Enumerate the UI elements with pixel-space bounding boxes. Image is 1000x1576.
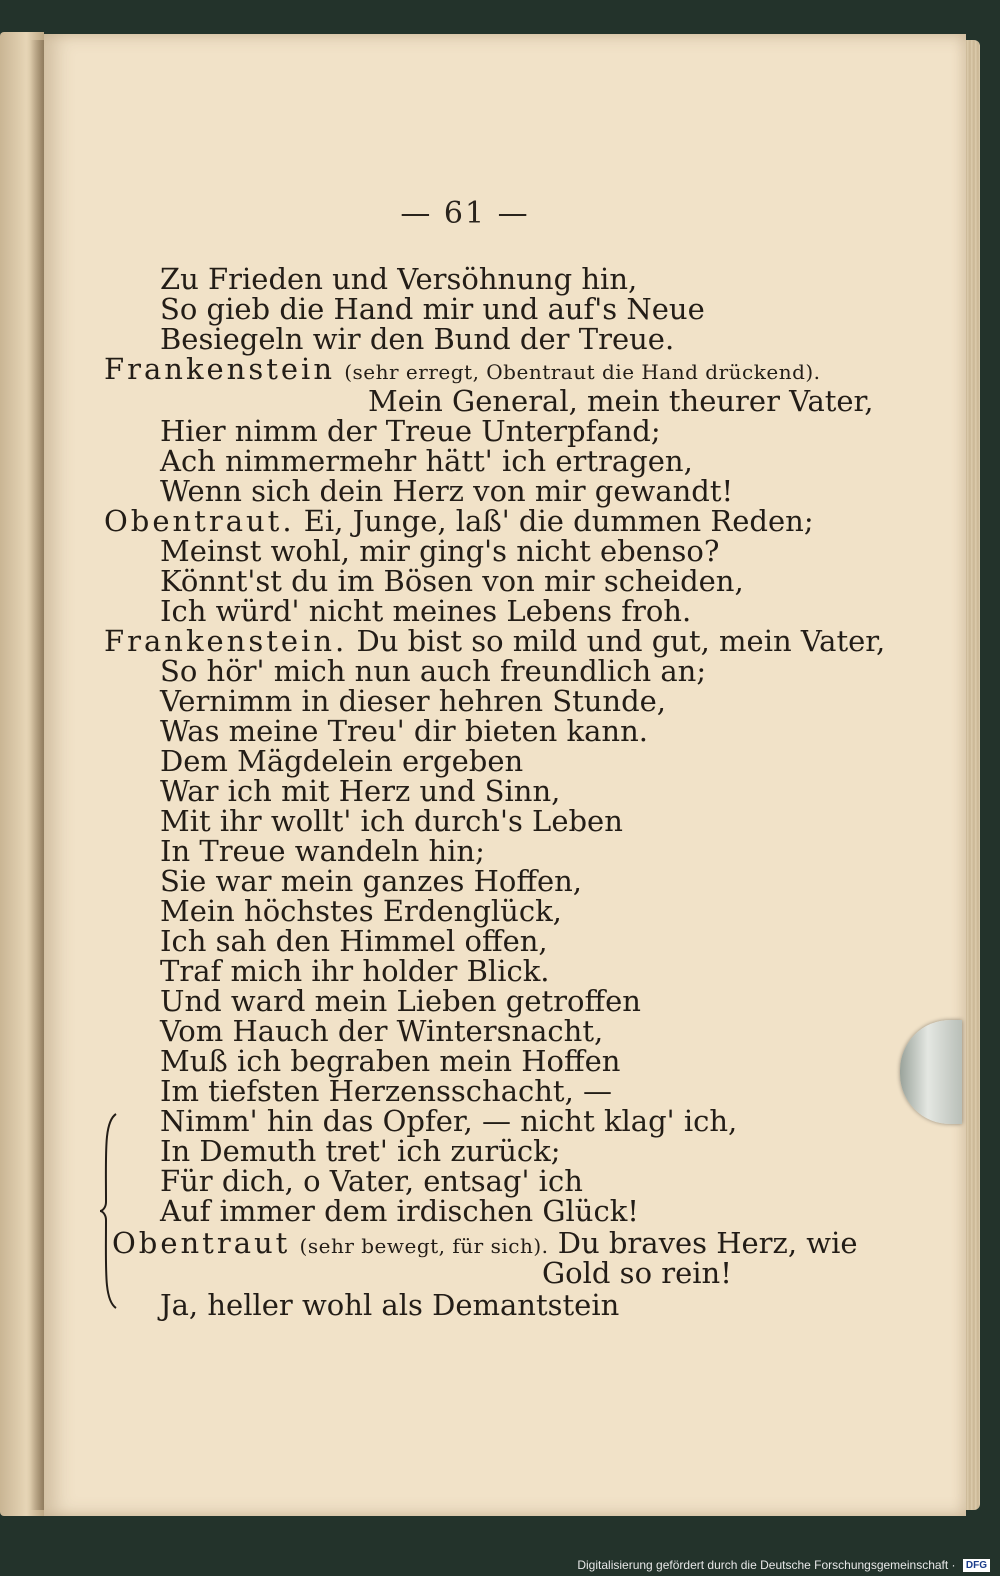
curly-brace xyxy=(98,1112,120,1310)
verse-text: Ei, Junge, laß' die dummen Reden; xyxy=(303,504,814,538)
verse-line: Für dich, o Vater, entsag' ich xyxy=(160,1164,583,1198)
speaker-line xyxy=(112,1228,858,1261)
stage-direction: (sehr erregt, Obentraut die Hand drückend). xyxy=(344,360,821,384)
speaker-line xyxy=(104,354,821,387)
speaker-line xyxy=(104,626,885,656)
verse-line: Sie war mein ganzes Hoffen, xyxy=(160,864,583,898)
verse-text: Du bist so mild und gut, mein Vater, xyxy=(356,624,886,658)
footer-text: Digitalisierung gefördert durch die Deutsche Forschungsgemeinschaft · xyxy=(577,1557,956,1572)
speaker-name: Frankenstein xyxy=(104,352,336,386)
verse-line: Mit ihr wollt' ich durch's Leben xyxy=(160,804,623,838)
speaker-name: Obentraut xyxy=(112,1226,291,1260)
verse-line: Muß ich begraben mein Hoffen xyxy=(160,1044,621,1078)
verse-line: Ja, heller wohl als Demantstein xyxy=(160,1288,620,1322)
verse-line: War ich mit Herz und Sinn, xyxy=(160,774,561,808)
dfg-logo: DFG xyxy=(963,1559,990,1572)
verse-line: Besiegeln wir den Bund der Treue. xyxy=(160,322,675,356)
verse-line: Auf immer dem irdischen Glück! xyxy=(160,1194,639,1228)
verse-line: So hör' mich nun auch freundlich an; xyxy=(160,654,707,688)
verse-line: Zu Frieden und Versöhnung hin, xyxy=(160,262,638,296)
stage-direction: (sehr bewegt, für sich). xyxy=(299,1234,549,1258)
verse-line: Und ward mein Lieben getroffen xyxy=(160,984,641,1018)
verse-line: Gold so rein! xyxy=(542,1256,732,1290)
verse-line: Meinst wohl, mir ging's nicht ebenso? xyxy=(160,534,720,568)
verse-line: Vom Hauch der Wintersnacht, xyxy=(160,1014,604,1048)
verse-text: Du braves Herz, wie xyxy=(557,1226,858,1260)
speaker-name: Frankenstein. xyxy=(104,624,348,658)
verse-line: In Demuth tret' ich zurück; xyxy=(160,1134,561,1168)
verse-line: Mein höchstes Erdenglück, xyxy=(160,894,562,928)
verse-line: Wenn sich dein Herz von mir gewandt! xyxy=(160,474,734,508)
verse-line: Vernimm in dieser hehren Stunde, xyxy=(160,684,667,718)
speaker-line xyxy=(104,506,814,536)
verse-line: Im tiefsten Herzensschacht, — xyxy=(160,1074,613,1108)
gutter-shadow xyxy=(30,40,44,1510)
verse-line: Was meine Treu' dir bieten kann. xyxy=(160,714,648,748)
verse-line: Ich würd' nicht meines Lebens froh. xyxy=(160,594,692,628)
verse-line: Nimm' hin das Opfer, — nicht klag' ich, xyxy=(160,1104,738,1138)
digitization-footer xyxy=(577,1558,990,1572)
verse-line: Ach nimmermehr hätt' ich ertragen, xyxy=(160,444,693,478)
verse-line: Könnt'st du im Bösen von mir scheiden, xyxy=(160,564,744,598)
verse-line: Dem Mägdelein ergeben xyxy=(160,744,524,778)
verse-line: So gieb die Hand mir und auf's Neue xyxy=(160,292,705,326)
verse-line: Mein General, mein theurer Vater, xyxy=(368,384,874,418)
verse-line: Traf mich ihr holder Blick. xyxy=(160,954,550,988)
page-number: — 61 — xyxy=(400,196,530,231)
speaker-name: Obentraut. xyxy=(104,504,295,538)
verse-line: Hier nimm der Treue Unterpfand; xyxy=(160,414,661,448)
verse-line: Ich sah den Himmel offen, xyxy=(160,924,548,958)
verse-line: In Treue wandeln hin; xyxy=(160,834,485,868)
